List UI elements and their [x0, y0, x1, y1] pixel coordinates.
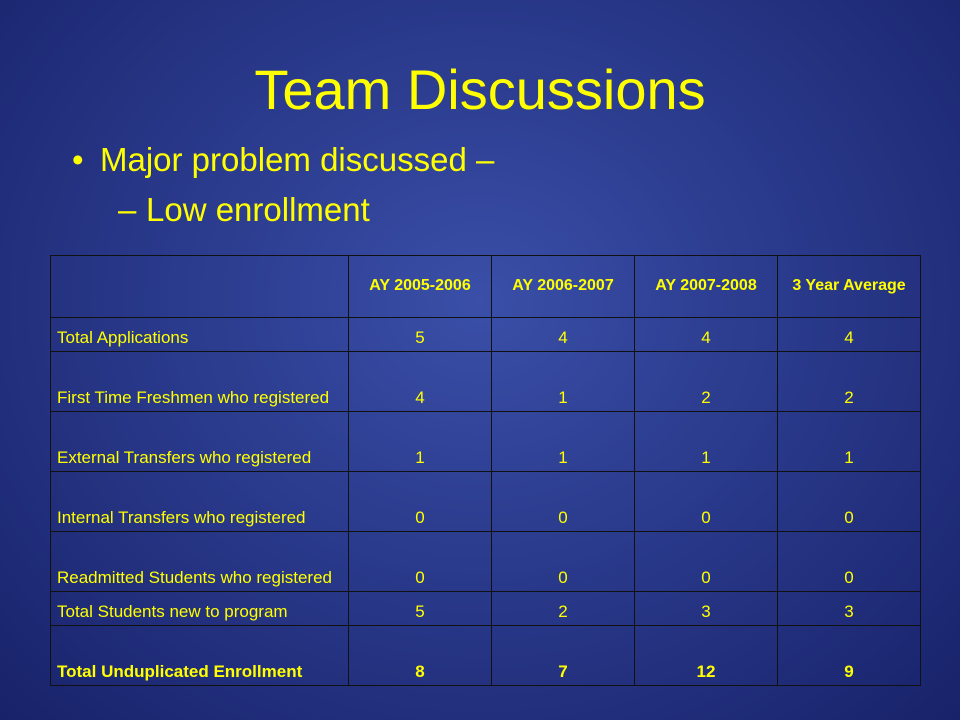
row-label: Total Students new to program — [51, 592, 349, 626]
subbullet-marker: – — [118, 191, 137, 228]
table-header-row — [51, 256, 921, 318]
header-cell-ay-2007-2008: AY 2007-2008 — [635, 256, 778, 318]
bullet-text: Major problem discussed – — [100, 141, 495, 178]
cell-value: 1 — [635, 412, 778, 472]
cell-value: 0 — [635, 472, 778, 532]
enrollment-table — [50, 255, 921, 686]
cell-value: 2 — [492, 592, 635, 626]
cell-value: 3 — [778, 592, 921, 626]
header-cell-3-year-average: 3 Year Average — [778, 256, 921, 318]
cell-value: 4 — [635, 318, 778, 352]
row-label: Total Applications — [51, 318, 349, 352]
cell-value: 0 — [635, 532, 778, 592]
table-row — [51, 472, 921, 532]
cell-value: 5 — [349, 592, 492, 626]
bullet-item — [72, 138, 494, 182]
header-cell-ay-2006-2007: AY 2006-2007 — [492, 256, 635, 318]
cell-value: 1 — [492, 352, 635, 412]
slide-title: Team Discussions — [254, 58, 706, 121]
cell-value: 5 — [349, 318, 492, 352]
header-cell-blank — [51, 256, 349, 318]
cell-value: 0 — [349, 472, 492, 532]
cell-value: 0 — [349, 532, 492, 592]
subbullet-text: Low enrollment — [146, 191, 370, 228]
row-label: First Time Freshmen who registered — [51, 352, 349, 412]
cell-value: 3 — [635, 592, 778, 626]
table-row — [51, 592, 921, 626]
header-cell-ay-2005-2006: AY 2005-2006 — [349, 256, 492, 318]
cell-value: 4 — [349, 352, 492, 412]
cell-value: 4 — [492, 318, 635, 352]
bullet-marker: • — [72, 141, 84, 178]
cell-value: 12 — [635, 626, 778, 686]
cell-value: 9 — [778, 626, 921, 686]
table-row — [51, 352, 921, 412]
cell-value: 1 — [492, 412, 635, 472]
cell-value: 0 — [492, 472, 635, 532]
row-label: External Transfers who registered — [51, 412, 349, 472]
cell-value: 0 — [778, 532, 921, 592]
row-label: Internal Transfers who registered — [51, 472, 349, 532]
cell-value: 8 — [349, 626, 492, 686]
cell-value: 7 — [492, 626, 635, 686]
table-row — [51, 318, 921, 352]
cell-value: 1 — [349, 412, 492, 472]
cell-value: 0 — [492, 532, 635, 592]
subbullet-item — [118, 188, 370, 232]
table-row-total — [51, 626, 921, 686]
cell-value: 1 — [778, 412, 921, 472]
cell-value: 2 — [635, 352, 778, 412]
cell-value: 2 — [778, 352, 921, 412]
cell-value: 4 — [778, 318, 921, 352]
row-label: Total Unduplicated Enrollment — [51, 626, 349, 686]
cell-value: 0 — [778, 472, 921, 532]
table-row — [51, 532, 921, 592]
row-label: Readmitted Students who registered — [51, 532, 349, 592]
table-row — [51, 412, 921, 472]
